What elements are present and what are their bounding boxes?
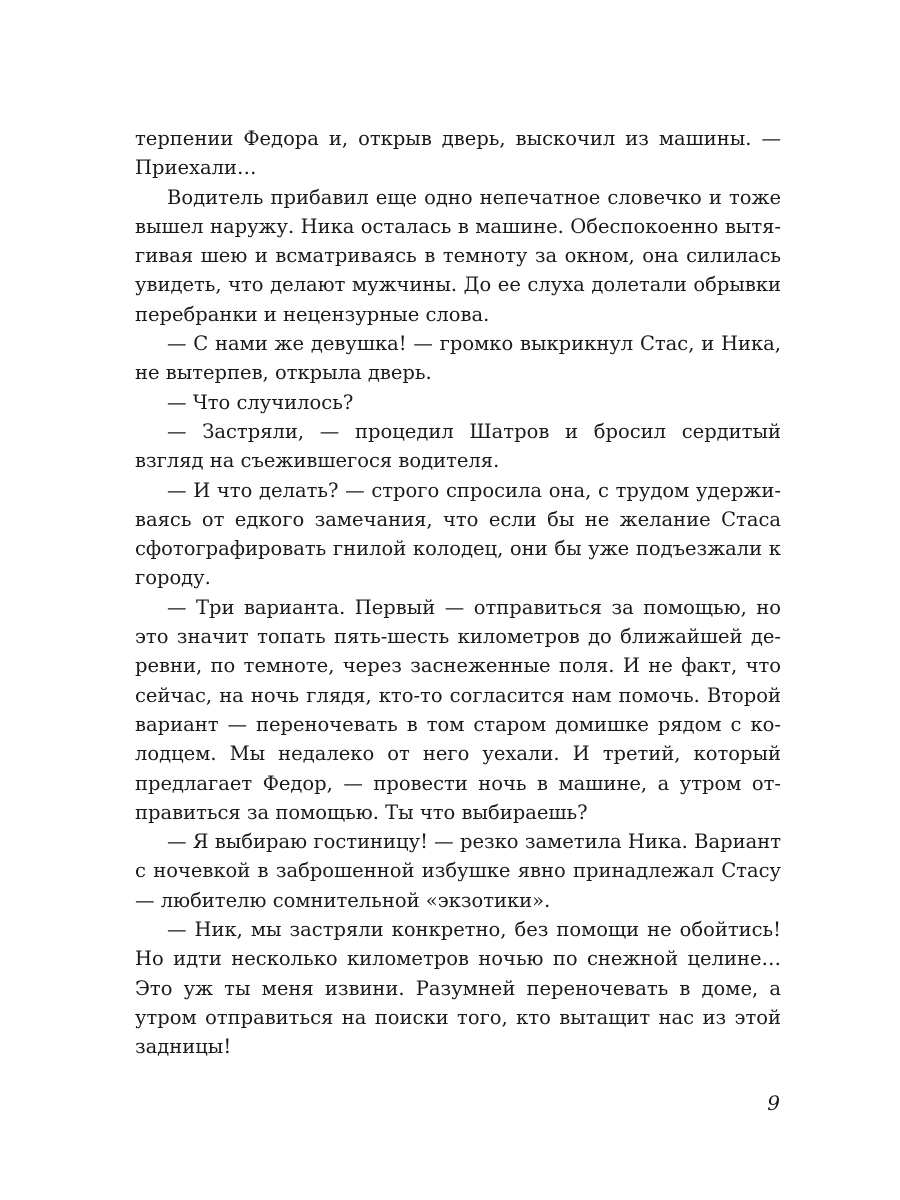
paragraph: — Что случилось? (167, 390, 354, 414)
page-number: 9 (767, 1091, 780, 1115)
paragraph: — И что делать? — строго спросила она, с трудом удерживаясь от едкого замечания, что если бы не желание Стаса сфотографировать гнилой колодец, они бы уже подъезжали к городу. (135, 478, 781, 590)
paragraph: — С нами же девушка! — громко выкрикнул Стас, и Ника, не вытерпев, открыла дверь. (135, 332, 781, 385)
paragraph: Водитель прибавил еще одно непечатное словечко и тоже вышел наружу. Ника осталась в машине. Обеспокоенно вытягивая шею и всматриваясь в темноту за окном, она силилась увидеть, что делают мужчины. До ее слуха долетали обрывки перебранки и нецензурные слова. (135, 185, 781, 326)
paragraph: — Три варианта. Первый — отправиться за помощью, но это значит топать пять-шесть километров до ближайшей деревни, по темноте, через заснеженные поля. И не факт, что сейчас, на ночь глядя, кто-то согласится нам помочь. Второй вариант — переночевать в том старом домишке рядом с колодцем. Мы недалеко от него уехали. И третий, который предлагает Федор, — провести ночь в машине, а утром отправиться за помощью. Ты что выбираешь? (135, 595, 781, 824)
paragraph: — Я выбираю гостиницу! — резко заметила Ника. Вариант с ночевкой в заброшенной избушке явно принадлежал Стасу — любителю сомнительной «экзотики». (135, 830, 781, 912)
paragraph: терпении Федора и, открыв дверь, выскочил из машины. — Приехали… (135, 127, 781, 180)
paragraph: — Ник, мы застряли конкретно, без помощи не обойтись! Но идти несколько километров ночью по снежной целине… Это уж ты меня извини. Разумней переночевать в доме, а утром отправиться на поиски того, кто вытащит нас из этой задницы! (135, 918, 781, 1059)
body-text (135, 124, 781, 1062)
paragraph: — Застряли, — процедил Шатров и бросил сердитый взгляд на съежившегося водителя. (135, 419, 781, 473)
